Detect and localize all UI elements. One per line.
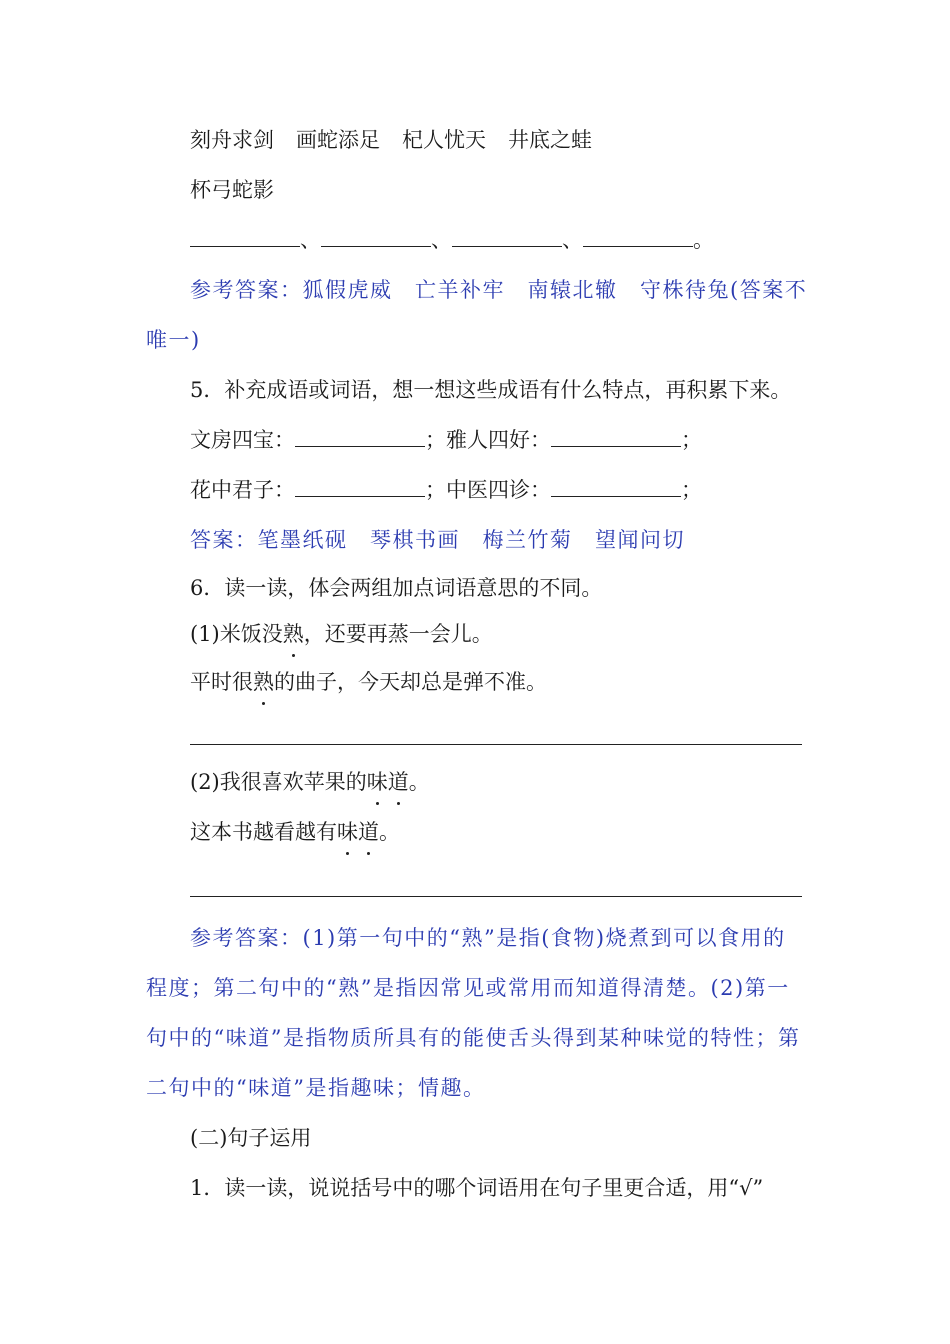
question-1-title: 1．读一读，说说括号中的哪个词语用在句子里更合适，用“√” bbox=[190, 1176, 764, 1200]
idiom: 杞人忧天 bbox=[402, 128, 486, 152]
separator: ； bbox=[425, 428, 446, 452]
answer-blank[interactable] bbox=[452, 226, 562, 247]
idiom: 杯弓蛇影 bbox=[190, 178, 274, 202]
separator: 、 bbox=[300, 228, 321, 252]
question-5-title: 5．补充成语或词语，想一想这些成语有什么特点，再积累下来。 bbox=[190, 378, 792, 402]
idiom: 井底之蛙 bbox=[508, 128, 592, 152]
idiom: 刻舟求剑 bbox=[190, 128, 274, 152]
example-sentence: (1)米饭没熟，还要再蒸一会儿。 bbox=[190, 622, 493, 646]
dotted-char: 熟 bbox=[253, 670, 274, 694]
period: 。 bbox=[693, 228, 714, 252]
dotted-char: 道 bbox=[358, 820, 379, 844]
answer-line[interactable] bbox=[190, 896, 802, 897]
separator: ； bbox=[681, 428, 702, 452]
answer-blank[interactable] bbox=[583, 226, 693, 247]
idiom: 画蛇添足 bbox=[296, 128, 380, 152]
answer-blank[interactable] bbox=[295, 476, 425, 497]
answer-line[interactable] bbox=[190, 744, 802, 745]
example-sentence: 平时很熟的曲子，今天却总是弹不准。 bbox=[190, 670, 547, 694]
separator: ； bbox=[681, 478, 702, 502]
answer-blank[interactable] bbox=[295, 426, 425, 447]
fill-label: 中医四诊： bbox=[446, 478, 551, 502]
reference-answer: 参考答案：狐假虎威 亡羊补牢 南辕北辙 守株待兔(答案不 bbox=[190, 278, 808, 302]
dotted-char: 味 bbox=[337, 820, 358, 844]
answer-blank[interactable] bbox=[190, 226, 300, 247]
answer-blank[interactable] bbox=[551, 426, 681, 447]
separator: 、 bbox=[431, 228, 452, 252]
dotted-char: 道 bbox=[387, 770, 409, 794]
reference-answer-continued: 句中的“味道”是指物质所具有的能使舌头得到某种味觉的特性；第 bbox=[146, 1026, 801, 1050]
dotted-char: 熟 bbox=[282, 622, 304, 646]
reference-answer-continued: 二句中的“味道”是指趣味；情趣。 bbox=[146, 1076, 486, 1100]
separator: ； bbox=[425, 478, 446, 502]
reference-answer-continued: 唯一) bbox=[146, 328, 201, 352]
answer-blanks-row bbox=[190, 226, 714, 254]
fill-row bbox=[190, 476, 702, 504]
fill-row bbox=[190, 426, 702, 454]
section-title: (二)句子运用 bbox=[190, 1126, 312, 1150]
reference-answer-continued: 程度；第二句中的“熟”是指因常见或常用而知道得清楚。(2)第一 bbox=[146, 976, 790, 1000]
fill-label: 雅人四好： bbox=[446, 428, 551, 452]
question-6-title: 6．读一读，体会两组加点词语意思的不同。 bbox=[190, 576, 603, 600]
example-sentence: 这本书越看越有味道。 bbox=[190, 820, 400, 844]
example-sentence: (2)我很喜欢苹果的味道。 bbox=[190, 770, 430, 794]
dotted-char: 味 bbox=[366, 770, 388, 794]
reference-answer: 参考答案：(1)第一句中的“熟”是指(食物)烧煮到可以食用的 bbox=[190, 926, 786, 950]
separator: 、 bbox=[562, 228, 583, 252]
answer: 答案：笔墨纸砚 琴棋书画 梅兰竹菊 望闻问切 bbox=[190, 528, 685, 552]
idiom-list-row bbox=[190, 126, 592, 154]
answer-blank[interactable] bbox=[551, 476, 681, 497]
fill-label: 花中君子： bbox=[190, 478, 295, 502]
answer-blank[interactable] bbox=[321, 226, 431, 247]
fill-label: 文房四宝： bbox=[190, 428, 295, 452]
